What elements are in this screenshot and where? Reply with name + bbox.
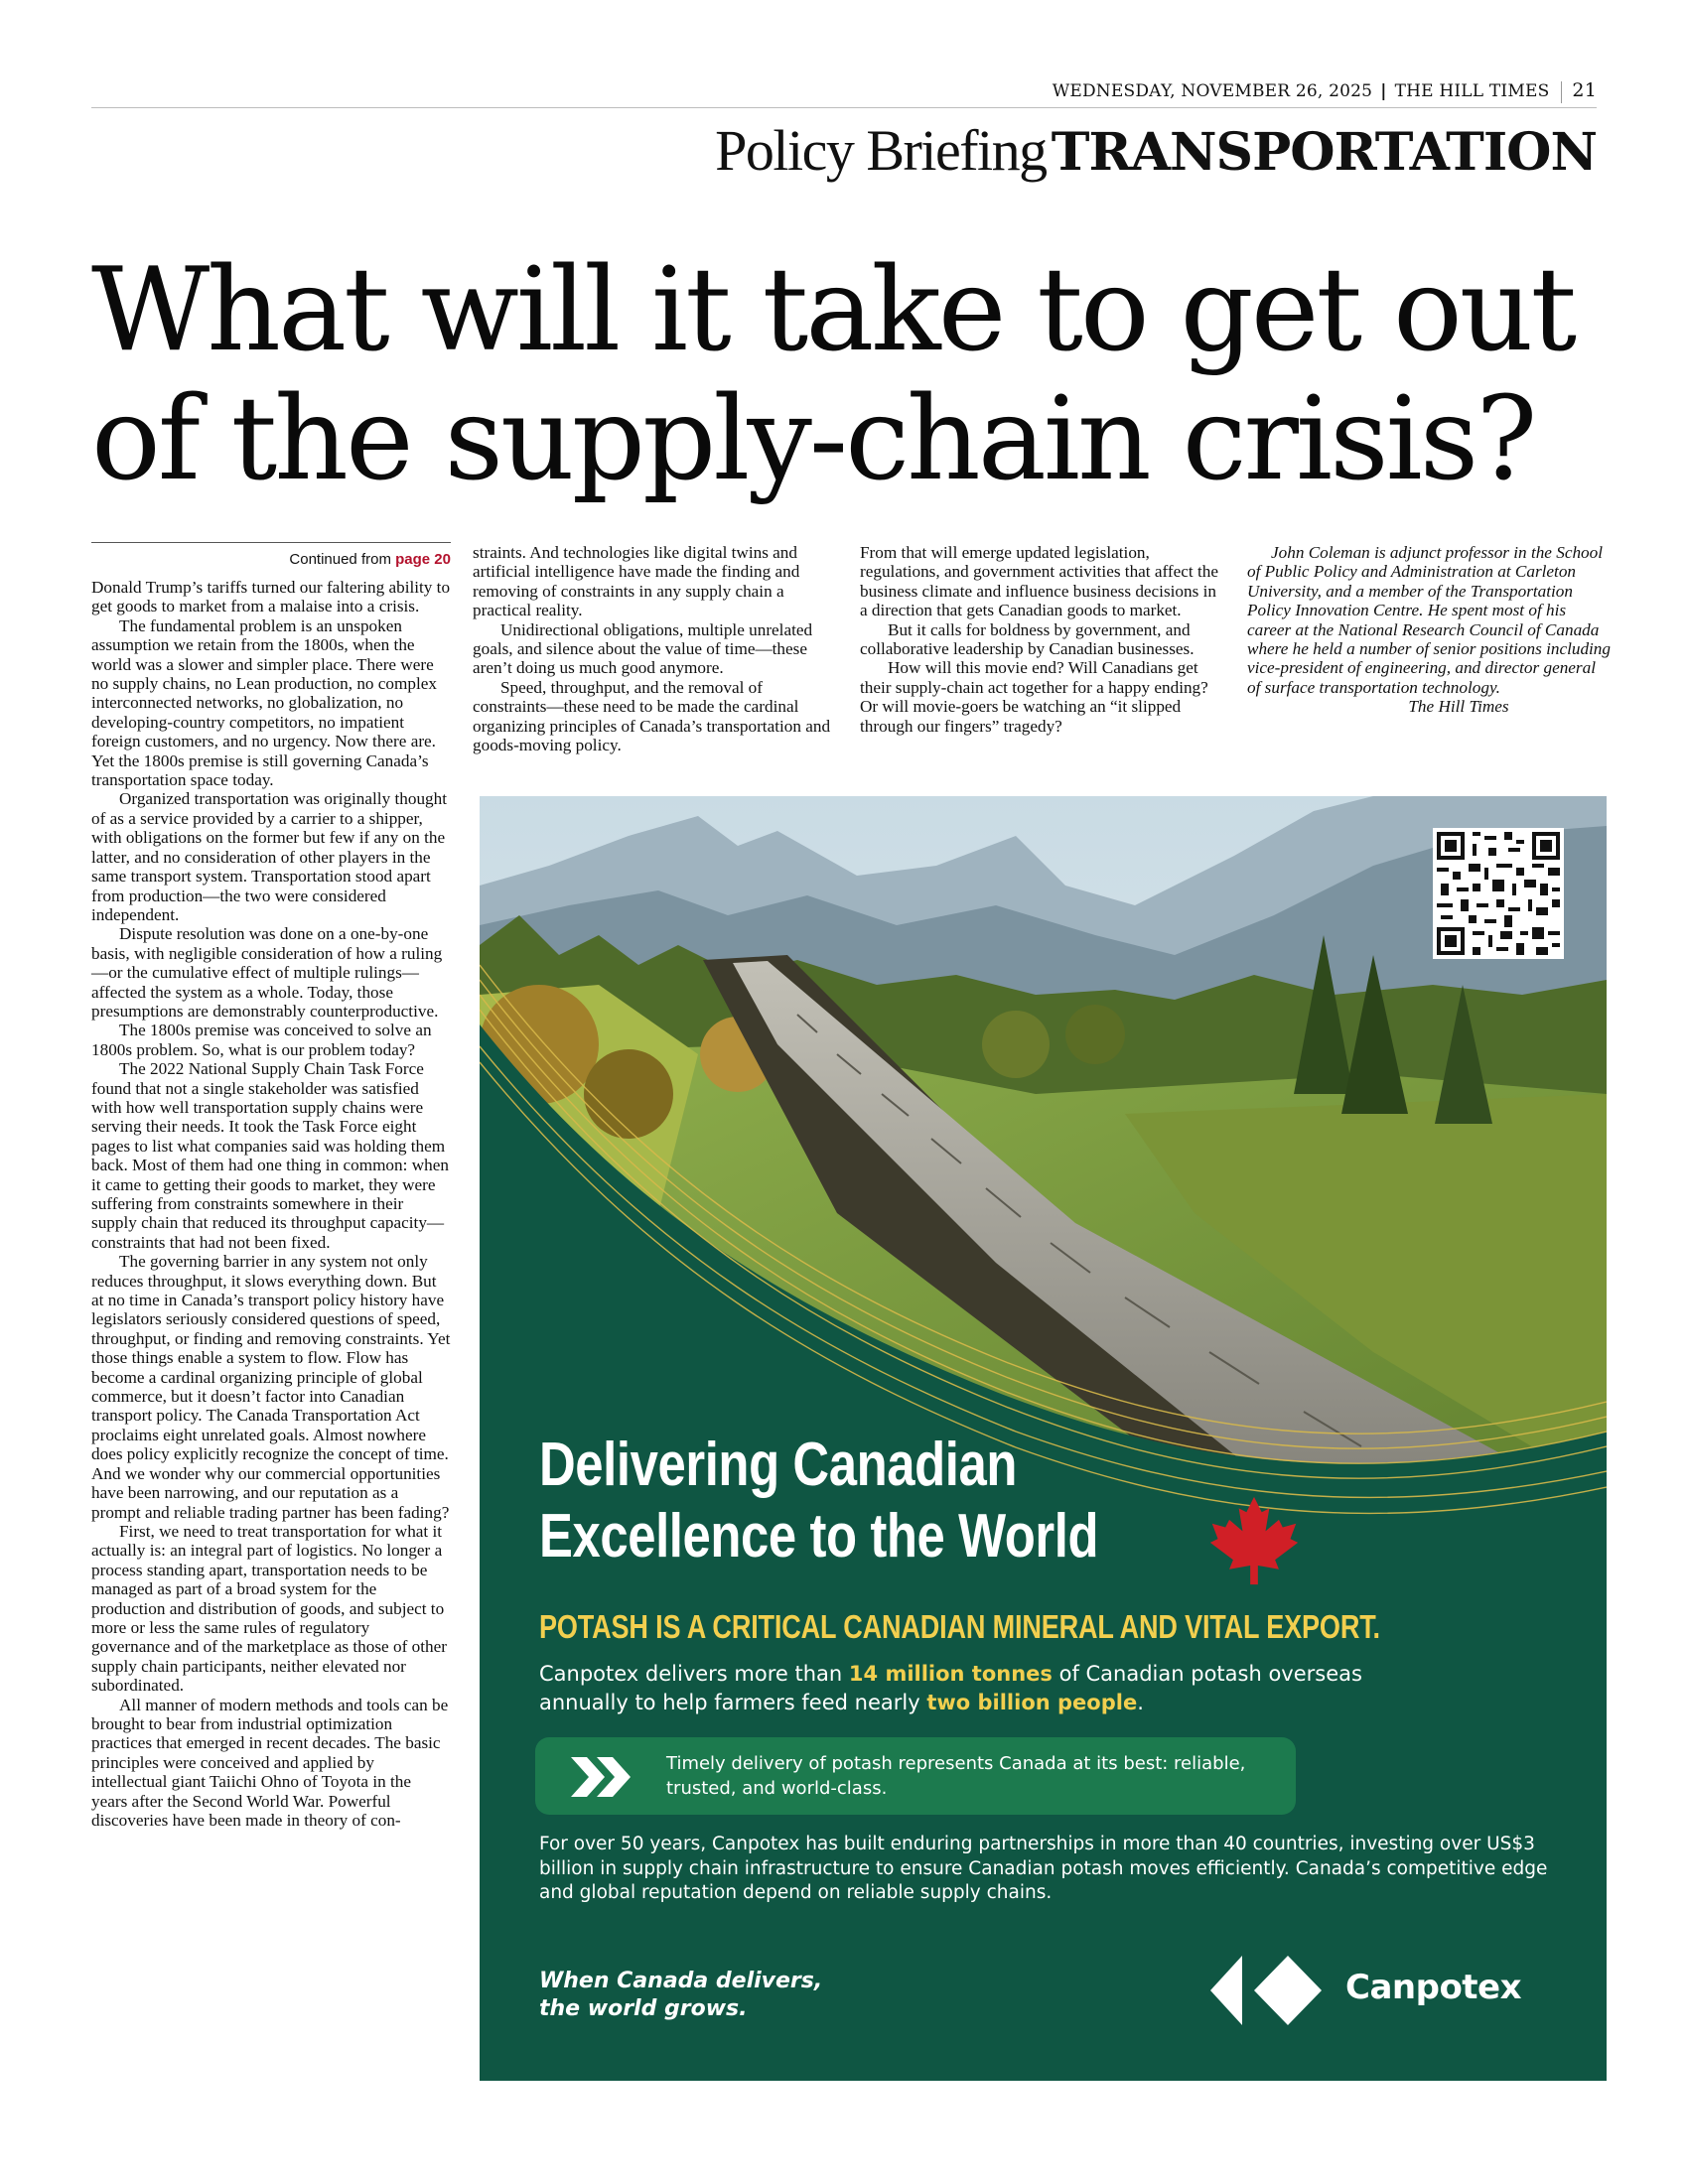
section-title	[715, 117, 1597, 184]
ad-callout-band	[535, 1737, 1296, 1815]
paragraph: But it calls for boldness by government, and collaborative leadership by Canadian businesses.	[860, 619, 1195, 659]
paragraph: Dispute resolution was done on a one-by-one basis, with negligible consideration of how a ruling—or the cumulative effect of multiple rulings—affected the system as a whole. Today, those presumptions are demonstrably counterproductive.	[91, 924, 443, 1021]
continued-page-link[interactable]: page 20	[395, 551, 451, 568]
double-chevron-icon	[569, 1755, 634, 1799]
paragraph: The governing barrier in any system not only reduces throughput, it slows everything down. But at no time in Canada’s transport policy history have legislators seriously considered questions of speed, throughput, or finding and removing constraints. Yet those things enable a system to flow. Flow has become a cardinal organizing principle of global commerce, but it doesn’t factor into Canadian transport policy. The Canada Transportation Act proclaims eight unrelated goals. Almost nowhere does policy explicitly recognize the concept of time. And we wonder why our commercial opportunities have been narrowing, and our reputation as a prompt and reliable trading partner has been fading?	[91, 1252, 451, 1522]
canpotex-logo-icon	[1206, 1954, 1336, 2027]
masthead-divider	[1561, 81, 1562, 103]
callout-text: Timely delivery of potash represents Canada at its best: reliable, trusted, and world-class.	[666, 1753, 1246, 1799]
continued-rule	[91, 542, 451, 543]
article-source: The Hill Times	[1408, 697, 1509, 717]
section-topic: TRANSPORTATION	[1051, 122, 1597, 183]
paragraph: How will this movie end? Will Canadians get their supply-chain act together for a happy ending? Or will movie-goers be watching an “it slipped through our fingers” tragedy?	[860, 658, 1208, 736]
issue-date: WEDNESDAY, NOVEMBER 26, 2025	[1052, 81, 1373, 101]
paragraph: Speed, throughput, and the removal of constraints—these need to be made the cardinal organizing principles of Canada’s transportation and goods-moving policy.	[473, 677, 831, 755]
highlight-people: two billion people	[926, 1691, 1138, 1714]
ad-body-text	[539, 1660, 1433, 1717]
ad-subhead: POTASH IS A CRITICAL CANADIAN MINERAL AND VITAL EXPORT.	[539, 1608, 1380, 1645]
paragraph: straints. And technologies like digital twins and artificial intelligence have made the finding and removing of constraints in any supply chain a practical reality.	[473, 543, 800, 620]
ad-paragraph: For over 50 years, Canpotex has built enduring partnerships in more than 40 countries, investing over US$3 billion in supply chain infrastructure to ensure Canadian potash moves efficiently. Canada’s competitive edge and global reputation depend on reliable supply chains.	[539, 1834, 1548, 1903]
paragraph: From that will emerge updated legislation, regulations, and government activities that affect the business climate and influence business decisions in a direction that gets Canadian goods to market.	[860, 543, 1218, 620]
masthead-separator: |	[1380, 81, 1387, 101]
paragraph: The 2022 National Supply Chain Task Force found that not a single stakeholder was satisfied with how well transportation supply chains were serving their needs. It took the Task Force eight pages to list what companies said was holding them back. Most of them had one thing in common: when it came to getting their goods to market, they were suffering from constraints somewhere in their supply chain that reduced its throughput capacity—constraints that had not been fixed.	[91, 1059, 449, 1252]
article-column-2	[473, 543, 834, 754]
paragraph: The fundamental problem is an unspoken assumption we retain from the 1800s, when the world was a slower and simpler place. There were no supply chains, no Lean production, no complex interconnected networks, no globalization, no developing-country competitors, no impatient foreign customers, and no urgency. Now there are. Yet the 1800s premise is still governing Canada’s transportation space today.	[91, 615, 437, 790]
ad-headline-line2: Excellence to the World	[539, 1502, 1099, 1570]
ad-headline	[539, 1430, 1191, 1572]
brand-name: Canpotex	[1345, 1968, 1522, 2007]
paragraph: Donald Trump’s tariffs turned our faltering ability to get goods to market from a malaise into a crisis.	[91, 578, 451, 616]
paragraph: Unidirectional obligations, multiple unrelated goals, and silence about the value of time—these aren’t doing us much good anymore.	[473, 619, 813, 678]
body-text-part: of Canadian potash overseas annually to help farmers feed nearly	[539, 1662, 1362, 1714]
canpotex-advertisement[interactable]	[480, 796, 1607, 2081]
publication-name: THE HILL TIMES	[1394, 81, 1550, 101]
continued-prefix: Continued from	[289, 551, 391, 568]
article-headline: What will it take to get out of the supply-chain crisis?	[91, 243, 1575, 506]
paragraph: All manner of modern methods and tools can be brought to bear from industrial optimization practices that emerged in recent decades. The basic principles were conceived and applied by intellectual giant Taiichi Ohno of Toyota in the years after the Second World War. Powerful discoveries have been made in theory of con-	[91, 1695, 449, 1830]
bio-text: John Coleman is adjunct professor in the School of Public Policy and Administration at Carleton University, and a member of the Transportation Policy Innovation Centre. He spent most of his career at the National Research Council of Canada where he held a number of senior positions including vice-president of engineering, and director general of surface transportation technology.	[1247, 543, 1611, 697]
paragraph: Organized transportation was originally thought of as a service provided by a carrier to a shipper, with obligations on the former but few if any on the latter, and no consideration of other players in the same transport system. Transportation stood apart from production—the two were considered independent.	[91, 789, 447, 924]
maple-leaf-icon	[1206, 1493, 1302, 1588]
author-bio	[1247, 543, 1611, 717]
ad-tagline	[539, 1968, 976, 2023]
paragraph: The 1800s premise was conceived to solve an 1800s problem. So, what is our problem today?	[91, 1021, 432, 1059]
qr-code-icon[interactable]	[1433, 828, 1564, 959]
article-column-1	[91, 578, 451, 1830]
tagline-line2: the world grows.	[539, 1996, 748, 2021]
highlight-tonnes: 14 million tonnes	[848, 1662, 1053, 1686]
tagline-line1: When Canada delivers,	[539, 1969, 823, 1993]
continued-from	[91, 551, 451, 568]
page-number: 21	[1572, 79, 1597, 101]
ad-headline-line1: Delivering Canadian	[539, 1431, 1017, 1499]
body-text-part: .	[1137, 1691, 1144, 1714]
paragraph: First, we need to treat transportation for what it actually is: an integral part of logistics. No longer a process standing apart, transportation needs to be managed as part of a broad system for the production and distribution of goods, and subject to more or less the same rules of regulatory governance and of the marketplace as those of other supply chain participants, neither elevated nor subordinated.	[91, 1521, 447, 1696]
body-text-part: Canpotex delivers more than	[539, 1662, 849, 1686]
section-kicker: Policy Briefing	[715, 118, 1047, 183]
header-rule	[91, 107, 1597, 108]
masthead	[1053, 79, 1597, 103]
article-column-3	[860, 543, 1223, 736]
